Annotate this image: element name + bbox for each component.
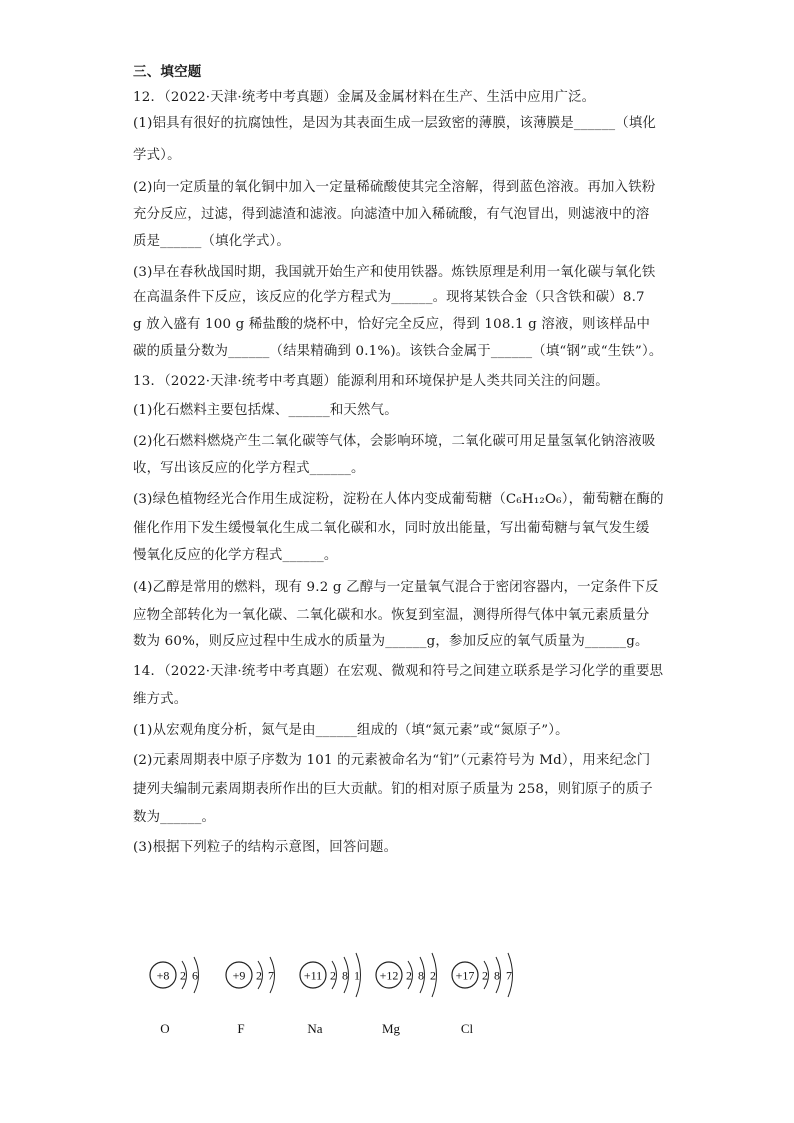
text-line: 充分反应，过滤，得到滤渣和滤液。向滤渣中加入稀硫酸，有气泡冒出，则滤液中的溶 (133, 207, 650, 222)
text-line: (2)向一定质量的氧化铜中加入一定量稀硫酸使其完全溶解，得到蓝色溶液。再加入铁粉 (133, 180, 656, 195)
particle-o (150, 957, 199, 1036)
text-line: 催化作用下发生缓慢氧化生成二氧化碳和水，同时放出能量，写出葡萄糖与氧气发生缓 (133, 521, 650, 536)
shell-electron-count: 8 (342, 968, 348, 983)
shell-electron-count: 2 (482, 968, 488, 983)
text-line: 捷列夫编制元素周期表所作出的巨大贡献。钔的相对原子质量为 258，则钔原子的质子 (133, 782, 653, 797)
text-line: (4)乙醇是常用的燃料，现有 9.2 g 乙醇与一定量氧气混合于密闭容器内，一定条件下反 (133, 580, 659, 595)
nucleus-charge: +12 (379, 968, 399, 983)
shell-electron-count: 7 (506, 968, 512, 983)
text-line: 学式）。 (133, 148, 181, 163)
particle-na (300, 953, 361, 1036)
nucleus-charge: +17 (455, 968, 475, 983)
text-line: 慢氧化反应的化学方程式______。 (133, 548, 338, 563)
text-line: g 放入盛有 100 g 稀盐酸的烧杯中，恰好完全反应，得到 108.1 g 溶液，则该样品中 (133, 317, 651, 332)
text-line: 碳的质量分数为______（结果精确到 0.1%)。该铁合金属于______（填“钢”或“生铁”）。 (133, 344, 663, 359)
text-line: (3)早在春秋战国时期，我国就开始生产和使用铁器。炼铁原理是利用一氧化碳与氧化铁 (133, 265, 656, 280)
text-line: (1)铝具有很好的抗腐蚀性，是因为其表面生成一层致密的薄膜，该薄膜是______（填化 (133, 116, 657, 131)
element-symbol: F (237, 1021, 245, 1036)
element-symbol: Na (307, 1021, 323, 1036)
shell-electron-count: 8 (418, 968, 424, 983)
text-line: 数为______。 (133, 810, 216, 825)
shell-electron-count: 2 (180, 968, 186, 983)
particle-f (226, 957, 275, 1036)
shell-electron-count: 2 (430, 968, 436, 983)
shell-electron-count: 2 (330, 968, 336, 983)
text-line: 在高温条件下反应，该反应的化学方程式为______。现将某铁合金（只含铁和碳）8.7 (133, 290, 645, 305)
section-heading: 三、填空题 (133, 64, 202, 80)
text-line: 13．（2022·天津·统考中考真题）能源利用和环境保护是人类共同关注的问题。 (133, 374, 609, 389)
nucleus-charge: +11 (303, 968, 323, 983)
element-symbol: Mg (381, 1021, 401, 1036)
nucleus-charge: +8 (156, 968, 170, 983)
text-line: (3)绿色植物经光合作用生成淀粉，淀粉在人体内变成葡萄糖（C₆H₁₂O₆），葡萄糖在酶的 (133, 492, 664, 507)
text-line: 数为 60%，则反应过程中生成水的质量为______g，参加反应的氧气质量为______g。 (133, 634, 649, 649)
particle-structure-diagram (133, 925, 553, 1055)
text-line: 收，写出该反应的化学方程式______。 (133, 461, 365, 476)
shell-electron-count: 2 (256, 968, 262, 983)
text-line: (2)元素周期表中原子序数为 101 的元素被命名为“钔”（元素符号为 Md），用来纪念门 (133, 753, 651, 768)
shell-electron-count: 8 (494, 968, 500, 983)
text-line: 12．（2022·天津·统考中考真题）金属及金属材料在生产、生活中应用广泛。 (133, 90, 596, 105)
text-line: (3)根据下列粒子的结构示意图，回答问题。 (133, 840, 398, 855)
text-line: (1)从宏观角度分析，氮气是由______组成的（填“氮元素”或“氮原子”）。 (133, 723, 569, 738)
shell-electron-count: 1 (354, 968, 360, 983)
shell-electron-count: 7 (268, 968, 274, 983)
text-line: 14．（2022·天津·统考中考真题）在宏观、微观和符号之间建立联系是学习化学的重要思 (133, 664, 664, 679)
text-line: 应物全部转化为一氧化碳、二氧化碳和水。恢复到室温，测得所得气体中氧元素质量分 (133, 608, 650, 623)
nucleus-charge: +9 (232, 968, 246, 983)
particle-cl (452, 953, 513, 1036)
shell-electron-count: 6 (192, 968, 198, 983)
text-line: (1)化石燃料主要包括煤、______和天然气。 (133, 403, 398, 418)
element-symbol: O (160, 1021, 170, 1036)
shell-electron-count: 2 (406, 968, 412, 983)
text-line: 质是______（填化学式）。 (133, 234, 290, 249)
particle-mg (376, 953, 437, 1036)
text-line: 维方式。 (133, 692, 188, 707)
element-symbol: Cl (460, 1021, 474, 1036)
text-line: (2)化石燃料燃烧产生二氧化碳等气体，会影响环境，二氧化碳可用足量氢氧化钠溶液吸 (133, 434, 656, 449)
